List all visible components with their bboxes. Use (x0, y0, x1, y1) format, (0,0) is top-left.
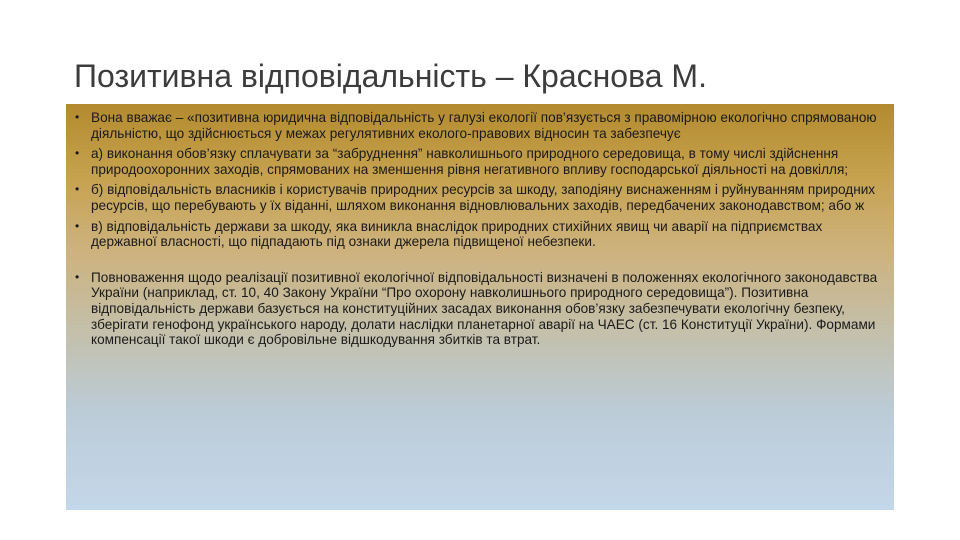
bullet-text: Вона вважає – «позитивна юридична відповідальність у галузі екології пов’язується з правомірною екологічно спрямованою діяльністю, що здійснюється у межах регулятивних еколого-правових відносин та забезпечує (91, 110, 877, 141)
bullet-item (74, 270, 884, 348)
bullet-icon: • (75, 218, 80, 233)
bullet-icon: • (75, 110, 80, 124)
bullet-list (74, 110, 884, 348)
bullet-icon: • (75, 146, 80, 161)
bullet-icon: • (75, 182, 80, 197)
bullet-text: а) виконання обов’язку сплачувати за “забруднення” навколишнього природного середовища, в тому числі здійснення природоохоронних заходів, спрямованих на зменшення рівня негативного впливу господарської діяльності на довкілля; (91, 146, 849, 177)
bullet-item (74, 182, 884, 213)
bullet-icon: • (75, 269, 80, 284)
content-box (66, 104, 894, 510)
bullet-item (74, 219, 884, 250)
bullet-item (74, 110, 884, 141)
bullet-text: в) відповідальність держави за шкоду, яка виникла внаслідок природних стихійних явищ чи аварії на підприємствах державної власності, що підпадають під ознаки джерела підвищеної небезпеки. (91, 218, 823, 250)
bullet-item (74, 146, 884, 177)
slide-title: Позитивна відповідальність – Краснова М. (74, 58, 707, 94)
bullet-text: б) відповідальність власників і користувачів природних ресурсів за шкоду, заподіяну виснаженням і руйнуванням природних ресурсів, що перебувають у їх віданні, шляхом виконання відновлювальних заходів, передбачених законодавством; або ж (91, 182, 876, 213)
bullet-text: Повноваження щодо реалізації позитивної екологічної відповідальності визначені в положеннях екологічного законодавства України (наприклад, ст. 10, 40 Закону України “Про охорону навколишнього природного середовища”). Позитивна відповідальність держави базується на конституційних засадах виконання обов’язку забезпечувати екологічну безпеку, зберігати генофонд українського народу, долати наслідки планетарної аварії на ЧАЕС (ст. 16 Конституції України). Формами компенсації такої шкоди є добровільне відшкодування збитків та втрат. (91, 269, 878, 348)
